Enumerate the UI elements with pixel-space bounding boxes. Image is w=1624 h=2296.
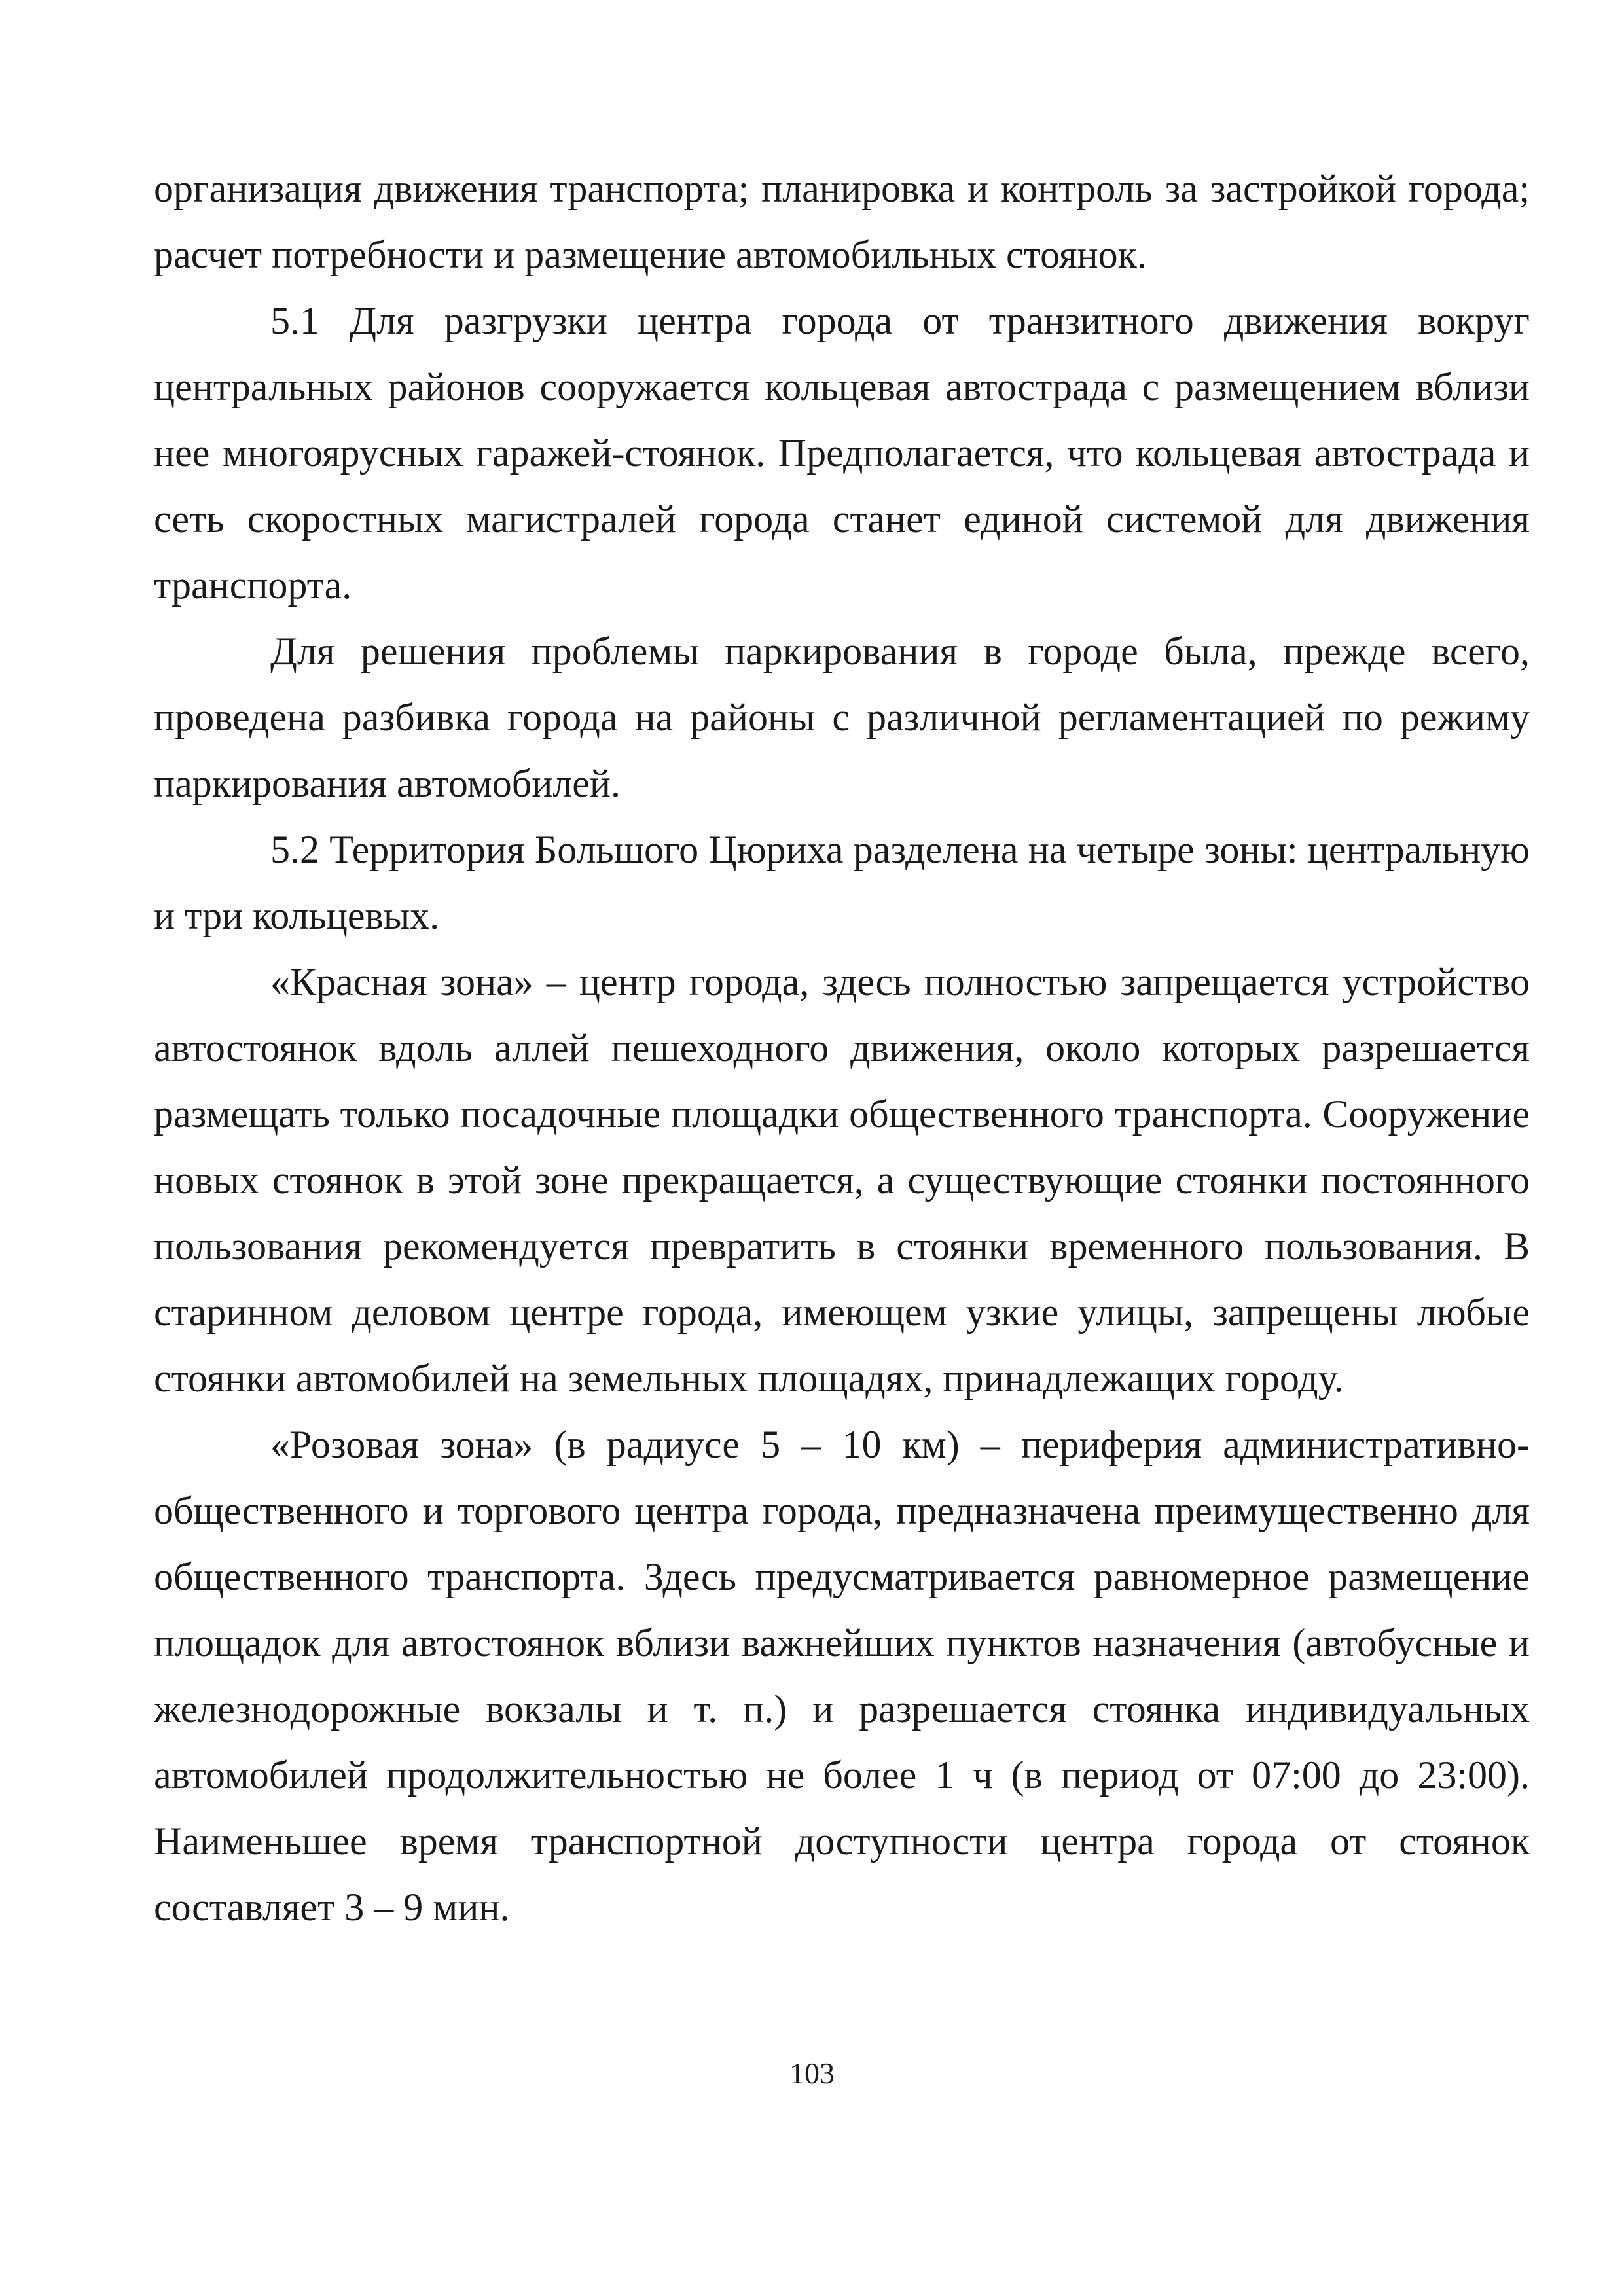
paragraph-parking-districts: Для решения проблемы паркирования в городе была, прежде всего, проведена разбивка города на районы с различной регламентацией по режиму паркирования автомобилей. (154, 630, 1530, 805)
page-number: 103 (789, 2056, 835, 2090)
paragraph-red-zone: «Красная зона» – центр города, здесь полностью запрещается устройство автостоянок вдоль аллей пешеходного движения, около которых разрешается размещать только посадочные площадки общественного транспорта. Сооружение новых стоянок в этой зоне прекращается, а существующие стоянки постоянного пользования рекомендуется превратить в стоянки временного пользования. В старинном деловом центре города, имеющем узкие улицы, запрещены любые стоянки автомобилей на земельных площадях, принадлежащих городу. (154, 960, 1530, 1400)
body-text (154, 156, 1530, 1941)
paragraph-section-5-2: 5.2 Территория Большого Цюриха разделена на четыре зоны: центральную и три кольцевых. (154, 828, 1530, 937)
paragraph-section-5-1: 5.1 Для разгрузки центра города от транзитного движения вокруг центральных районов сооружается кольцевая автострада с размещением вблизи нее многоярусных гаражей-стоянок. Предполагается, что кольцевая автострада и сеть скоростных магистралей города станет единой системой для движения транспорта. (154, 299, 1530, 607)
paragraph-continuation: организация движения транспорта; планировка и контроль за застройкой города; расчет потребности и размещение автомобильных стоянок. (154, 167, 1530, 276)
paragraph-pink-zone: «Розовая зона» (в радиусе 5 – 10 км) – периферия административно-общественного и торгового центра города, предназначена преимущественно для общественного транспорта. Здесь предусматривается равномерное размещение площадок для автостоянок вблизи важнейших пунктов назначения (автобусные и железнодорожные вокзалы и т. п.) и разрешается стоянка индивидуальных автомобилей продолжительностью не более 1 ч (в период от 07:00 до 23:00). Наименьшее время транспортной доступности центра города от стоянок составляет 3 – 9 мин. (154, 1423, 1530, 1929)
